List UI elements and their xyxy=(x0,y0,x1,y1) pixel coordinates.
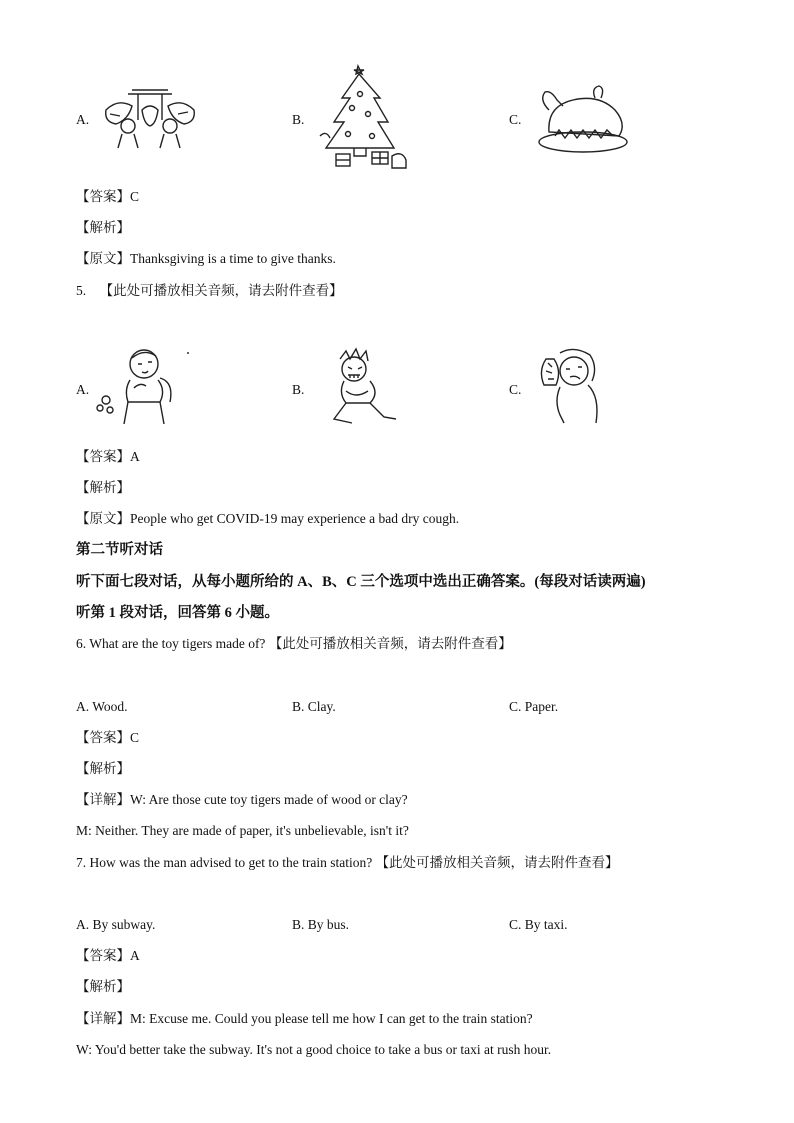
q6-detail-line-2: M: Neither. They are made of paper, it's unbelievable, isn't it? xyxy=(76,823,409,838)
q6-option-b: B. Clay. xyxy=(292,699,336,714)
q4-analysis: 【解析】 xyxy=(76,220,130,235)
coughing-person-picture xyxy=(94,344,194,426)
q6-analysis: 【解析】 xyxy=(76,761,130,776)
q5-question: 5. 【此处可播放相关音频，请去附件查看】 xyxy=(76,283,343,298)
q6-detail-line-1: 【详解】W: Are those cute toy tigers made of wood or clay? xyxy=(76,792,408,807)
toothache-person-picture xyxy=(534,345,606,425)
stomachache-person-picture xyxy=(324,347,400,431)
q6-option-c: C. Paper. xyxy=(509,699,559,714)
q4-source: 【原文】Thanksgiving is a time to give thanks. xyxy=(76,251,336,266)
q7-detail-line-1: 【详解】M: Excuse me. Could you please tell me how I can get to the train station? xyxy=(76,1011,533,1026)
q5-option-c-label: C. xyxy=(509,382,522,397)
q4-answer: 【答案】C xyxy=(76,189,140,204)
q5-analysis: 【解析】 xyxy=(76,480,130,495)
q5-source: 【原文】People who get COVID-19 may experience a bad dry cough. xyxy=(76,511,460,526)
q4-option-c-label: C. xyxy=(509,112,522,127)
q5-option-a-label: A. xyxy=(76,382,90,397)
q6-option-a: A. Wood. xyxy=(76,699,128,714)
roast-turkey-picture xyxy=(535,80,631,154)
section-title: 第二节听对话 xyxy=(76,542,163,558)
q7-detail-line-2: W: You'd better take the subway. It's not a good choice to take a bus or taxi at rush hour. xyxy=(76,1042,552,1057)
q7-answer: 【答案】A xyxy=(76,948,140,963)
q7-option-a: A. By subway. xyxy=(76,917,156,932)
q6-answer: 【答案】C xyxy=(76,730,140,745)
q4-option-b-label: B. xyxy=(292,112,305,127)
q7-option-b: B. By bus. xyxy=(292,917,350,932)
spring-festival-picture xyxy=(98,80,202,152)
q4-option-a-label: A. xyxy=(76,112,90,127)
audio-note[interactable]: 【此处可播放相关音频，请去附件查看】 xyxy=(268,636,512,651)
christmas-tree-picture xyxy=(312,64,416,172)
q6-question: 6. What are the toy tigers made of? 【此处可播放相关音频，请去附件查看】 xyxy=(76,636,512,651)
audio-note[interactable]: 【此处可播放相关音频，请去附件查看】 xyxy=(99,283,343,298)
q7-analysis: 【解析】 xyxy=(76,979,130,994)
q7-question: 7. How was the man advised to get to the train station? 【此处可播放相关音频，请去附件查看】 xyxy=(76,855,619,870)
section-instruction: 听下面七段对话，从每小题所给的 A、B、C 三个选项中选出正确答案。(每段对话读两遍) xyxy=(76,574,646,590)
q5-option-b-label: B. xyxy=(292,382,305,397)
audio-note[interactable]: 【此处可播放相关音频，请去附件查看】 xyxy=(375,855,619,870)
q5-answer: 【答案】A xyxy=(76,449,140,464)
q7-option-c: C. By taxi. xyxy=(509,917,568,932)
dialog-1-instruction: 听第 1 段对话，回答第 6 小题。 xyxy=(76,605,279,621)
